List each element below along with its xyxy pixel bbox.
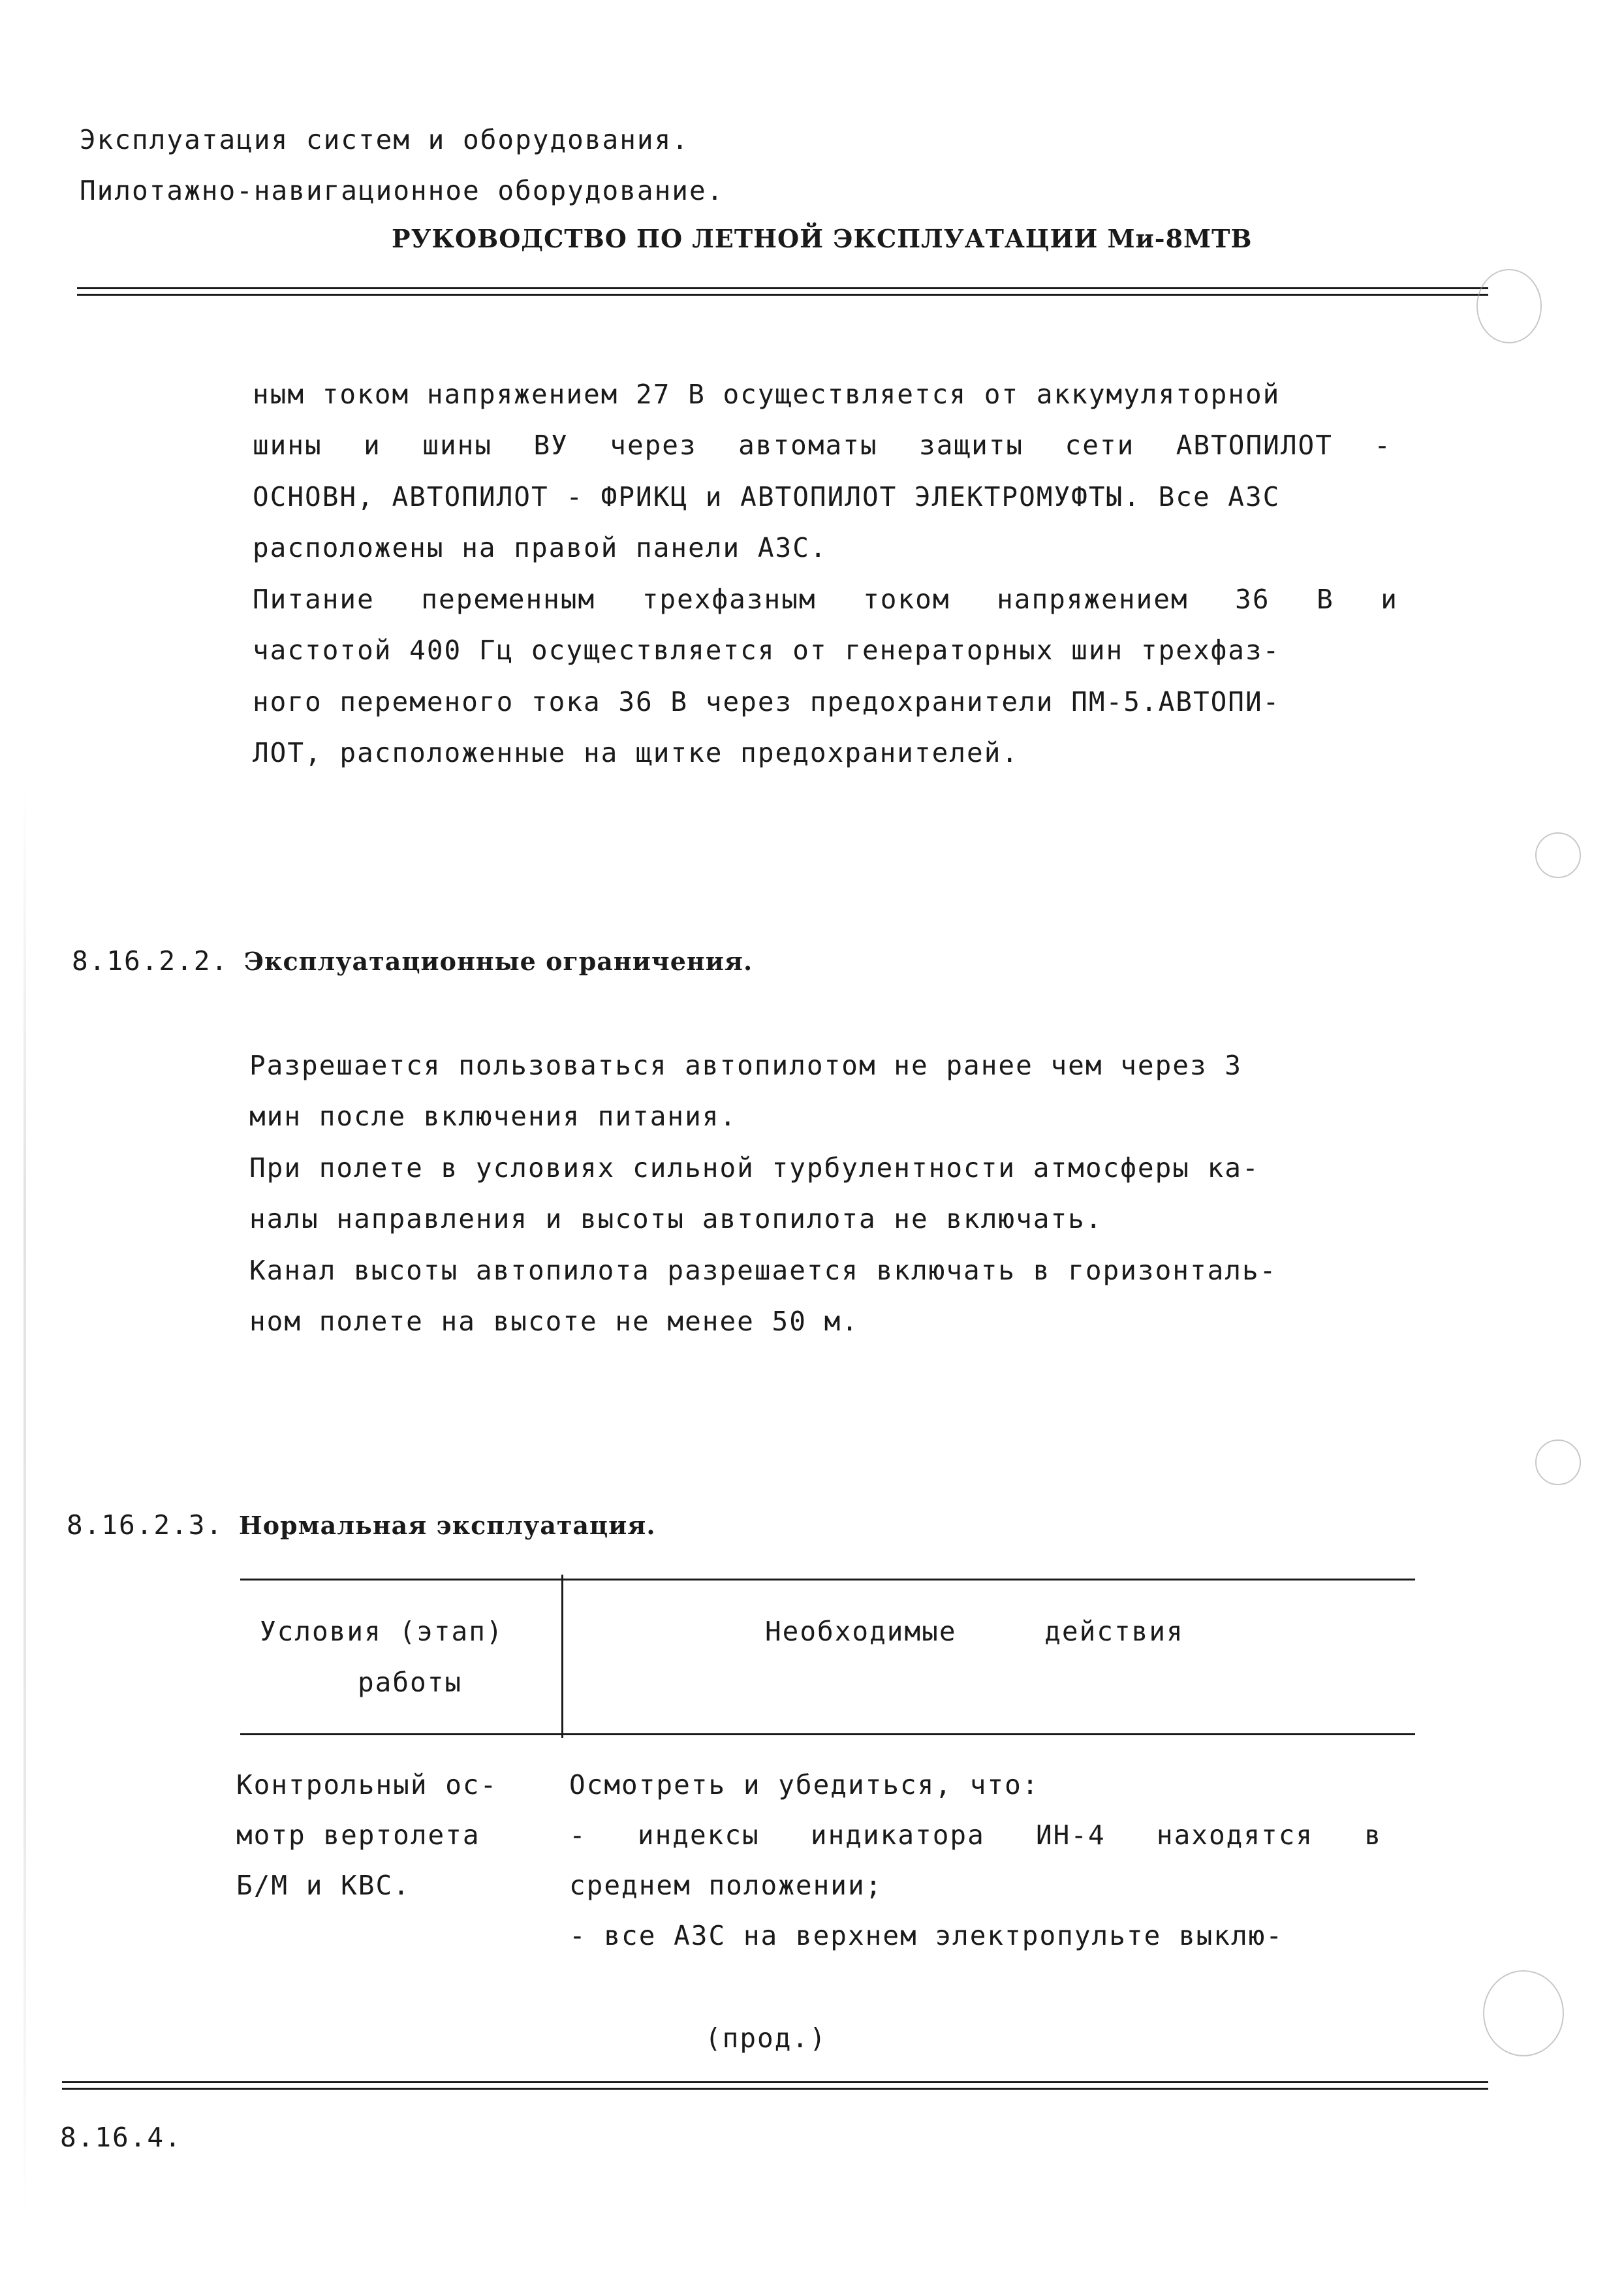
section-title: Нормальная эксплуатация. bbox=[238, 1511, 656, 1540]
table-cell-condition: Контрольный ос- bbox=[236, 1769, 498, 1801]
header-rule-top bbox=[77, 287, 1488, 289]
limits-line: ном полете на высоте не менее 50 м. bbox=[249, 1306, 859, 1337]
limits-line: мин после включения питания. bbox=[249, 1101, 738, 1132]
section-number: 8.16.2.2. bbox=[72, 945, 229, 977]
footer-rule-top bbox=[62, 2081, 1488, 2083]
limits-line: При полете в условиях сильной турбулентности атмосферы ка- bbox=[249, 1152, 1260, 1184]
table-header-bottom-rule bbox=[240, 1733, 1415, 1735]
table-top-rule bbox=[240, 1579, 1415, 1580]
intro-line: Питание переменным трехфазным током напряжением 36 В и bbox=[253, 584, 1398, 615]
intro-line: ным током напряжением 27 В осуществляется от аккумуляторной bbox=[253, 379, 1281, 410]
column-header-actions bbox=[765, 1616, 1184, 1647]
table-cell-action: Осмотреть и убедиться, что: bbox=[569, 1769, 1040, 1801]
intro-line: расположены на правой панели АЗС. bbox=[253, 532, 828, 563]
table-cell-action: - все АЗС на верхнем электропульте выклю- bbox=[569, 1920, 1284, 1951]
header-line-1: Эксплуатация систем и оборудования. bbox=[80, 124, 689, 155]
punch-hole bbox=[1483, 1970, 1564, 2056]
continued-marker: (прод.) bbox=[705, 2022, 827, 2054]
table-cell-condition: Б/М и КВС. bbox=[236, 1870, 411, 1901]
footer-rule-bottom bbox=[62, 2088, 1488, 2090]
column-header-actions-word: действия bbox=[1044, 1616, 1184, 1647]
punch-hole bbox=[1476, 269, 1542, 343]
section-title: Эксплуатационные ограничения. bbox=[243, 947, 753, 976]
document-title: РУКОВОДСТВО ПО ЛЕТНОЙ ЭКСПЛУАТАЦИИ Ми-8МТВ bbox=[392, 224, 1253, 253]
intro-line: ОСНОВН, АВТОПИЛОТ - ФРИКЦ и АВТОПИЛОТ ЭЛЕКТРОМУФТЫ. Все АЗС bbox=[253, 481, 1281, 512]
header-rule-bottom bbox=[77, 294, 1488, 296]
punch-hole bbox=[1535, 832, 1581, 878]
intro-line: ного переменого тока 36 В через предохранители ПМ-5.АВТОПИ- bbox=[253, 686, 1281, 717]
punch-hole bbox=[1535, 1439, 1581, 1485]
table-cell-condition: мотр вертолета bbox=[236, 1819, 480, 1851]
intro-line: частотой 400 Гц осуществляется от генераторных шин трехфаз- bbox=[253, 635, 1281, 666]
column-header-actions-word: Необходимые bbox=[765, 1616, 957, 1647]
column-header-conditions: работы bbox=[358, 1667, 463, 1698]
section-heading-normal-operation bbox=[67, 1509, 656, 1541]
intro-line: ЛОТ, расположенные на щитке предохранителей. bbox=[253, 737, 1020, 768]
header-line-2: Пилотажно-навигационное оборудование. bbox=[80, 175, 725, 206]
binding-edge-shadow bbox=[23, 783, 26, 2220]
table-column-divider bbox=[561, 1575, 563, 1738]
limits-line: Канал высоты автопилота разрешается включать в горизонталь- bbox=[249, 1255, 1277, 1286]
section-number: 8.16.2.3. bbox=[67, 1509, 224, 1541]
column-header-conditions: Условия (этап) bbox=[260, 1616, 504, 1647]
section-heading-limits bbox=[72, 945, 753, 977]
table-cell-action: - индексы индикатора ИН-4 находятся в bbox=[569, 1819, 1382, 1851]
limits-line: Разрешается пользоваться автопилотом не ранее чем через 3 bbox=[249, 1050, 1242, 1081]
intro-line: шины и шины ВУ через автоматы защиты сети АВТОПИЛОТ - bbox=[253, 430, 1392, 461]
limits-line: налы направления и высоты автопилота не включать. bbox=[249, 1203, 1103, 1234]
page-number: 8.16.4. bbox=[60, 2122, 182, 2153]
table-cell-action: среднем положении; bbox=[569, 1870, 883, 1901]
